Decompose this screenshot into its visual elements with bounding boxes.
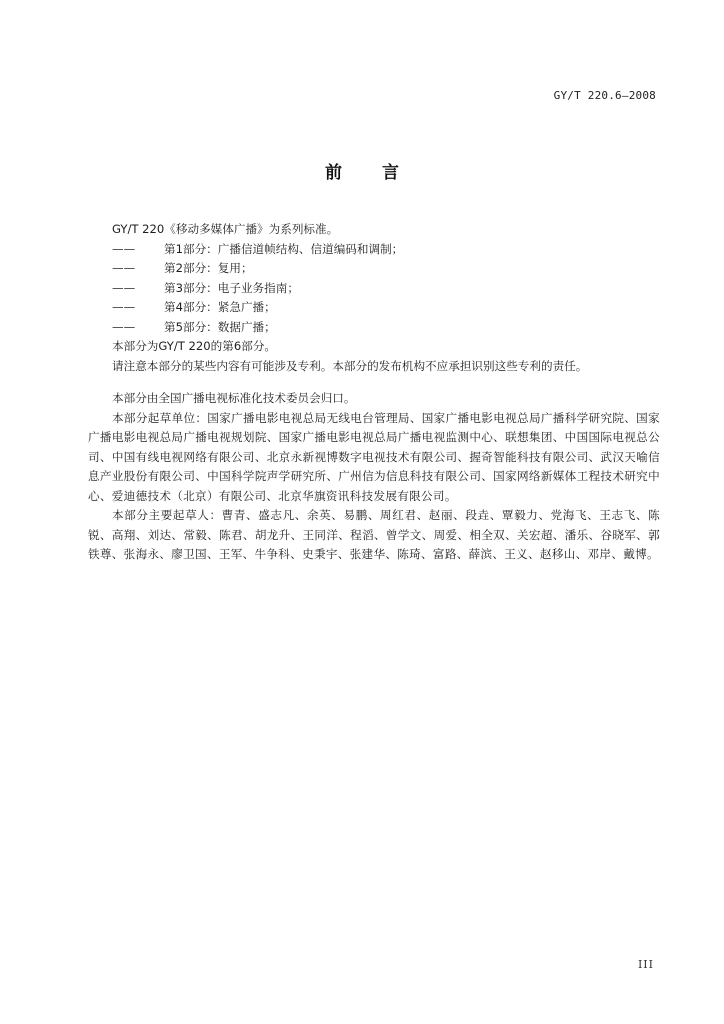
part-text: 第4部分：紧急广播； (164, 300, 276, 314)
part-text: 第1部分：广播信道帧结构、信道编码和调制； (164, 241, 404, 256)
proposed-by: 本部分由全国广播电视标准化技术委员会归口。 (112, 391, 356, 405)
series-line: GY/T 220《移动多媒体广播》为系列标准。 (112, 222, 339, 236)
part-dash: —— (112, 261, 136, 275)
part-dash: —— (112, 300, 136, 314)
part-item (88, 279, 660, 299)
patent-notice: 请注意本部分的某些内容有可能涉及专利。本部分的发布机构不应承担识别这些专利的责任。 (112, 358, 588, 373)
part-item (88, 240, 660, 260)
part-text: 第2部分：复用； (164, 261, 253, 275)
part-item (88, 259, 660, 279)
this-part-line: 本部分为GY/T 220的第6部分。 (112, 339, 277, 353)
part-item (88, 318, 660, 338)
drafting-units: 本部分起草单位：国家广播电影电视总局无线电台管理局、国家广播电影电视总局广播科学研究院、国家广播电影电视总局广播电视规划院、国家广播电影电视总局广播电视监测中心、联想集团、中国国际电视总公司、中国有线电视网络有限公司、北京永新视博数字电视技术有限公司、握奇智能科技有限公司、武汉天喻信息产业股份有限公司、中国科学院声学研究所、广州信为信息科技有限公司、国家网络新媒体工程技术研究中心、爱迪德技术（北京）有限公司、北京华旗资讯科技发展有限公司。 (88, 410, 660, 503)
part-dash: —— (112, 319, 136, 334)
page-number: III (637, 958, 654, 971)
drafters: 本部分主要起草人：曹青、盛志凡、余英、易鹏、周红君、赵丽、段垚、覃毅力、党海飞、王志飞、陈锐、高翔、刘达、常毅、陈君、胡龙升、王同洋、程滔、曾学文、周爱、相全双、关宏超、潘乐、谷晓军、郭铁尊、张海永、廖卫国、王军、牛争科、史秉宇、张建华、陈琦、富路、薛滨、王义、赵移山、邓岸、戴博。 (88, 508, 660, 561)
title-char-1: 前 (325, 163, 342, 183)
title-char-2: 言 (382, 163, 399, 183)
part-text: 第3部分：电子业务指南； (164, 280, 299, 295)
part-dash: —— (112, 241, 136, 256)
standard-number: GY/T 220.6—2008 (553, 89, 656, 102)
part-item (88, 298, 660, 318)
part-dash: —— (112, 280, 136, 295)
page-title (0, 158, 724, 183)
part-text: 第5部分：数据广播； (164, 319, 276, 334)
foreword-body (88, 220, 660, 565)
